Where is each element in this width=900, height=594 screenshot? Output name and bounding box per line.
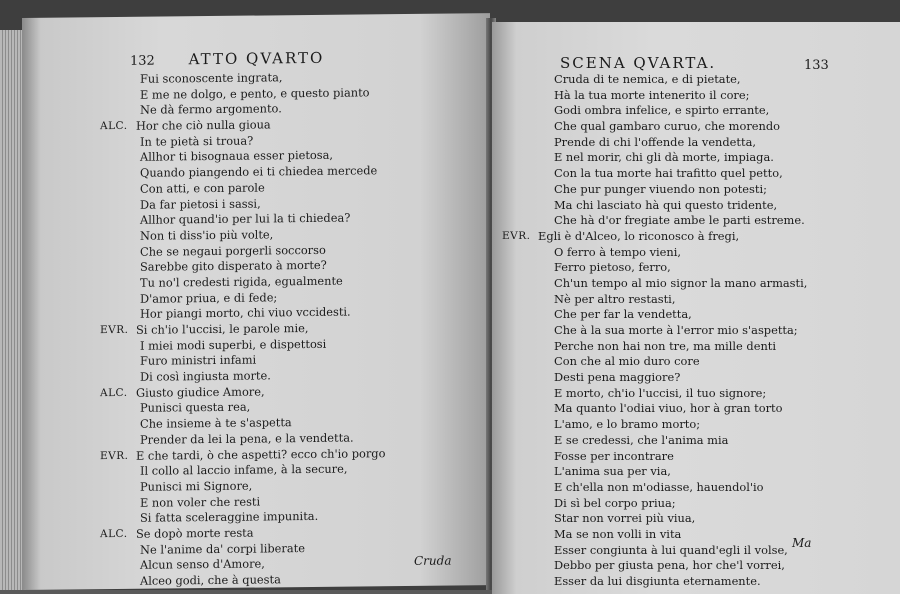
verse-text: E nel morir, chi gli dà morte, impiaga. bbox=[554, 150, 774, 165]
verse-text: Cruda di te nemica, e di pietate, bbox=[554, 72, 741, 86]
verse-text: Godi ombra infelice, e spirto errante, bbox=[554, 103, 770, 118]
verse-text: Che hà d'or fregiate ambe le parti estreme. bbox=[554, 213, 805, 228]
verse-text: Che qual gambaro curuo, che morendo bbox=[554, 119, 780, 134]
verse-text: Che à la sua morte à l'error mio s'aspetta; bbox=[554, 323, 798, 337]
speaker-label: ALC. bbox=[100, 119, 128, 133]
verse-text: L'anima sua per via, bbox=[554, 464, 671, 479]
verse-text: Quando piangendo ei ti chiedea mercede bbox=[140, 163, 378, 180]
verse-text: Che se negaui porgerli soccorso bbox=[140, 242, 326, 259]
verse-text: Allhor quand'io per lui la ti chiedea? bbox=[140, 210, 351, 227]
verse-text: Ma quanto l'odiai viuo, hor à gran torto bbox=[554, 401, 783, 416]
verse-text: Con che al mio duro core bbox=[554, 354, 700, 369]
verse-text: Furo ministri infami bbox=[140, 352, 257, 369]
verse-text: Punisci mi Signore, bbox=[140, 478, 253, 494]
verse-text: Di così ingiusta morte. bbox=[140, 368, 271, 384]
verse-text: E ch'ella non m'odiasse, hauendol'io bbox=[554, 479, 764, 494]
verse-text: E non voler che resti bbox=[140, 494, 261, 510]
speaker-label: ALC. bbox=[100, 386, 128, 399]
verse-text: Ferro pietoso, ferro, bbox=[554, 260, 671, 275]
verse-text: Da far pietosi i sassi, bbox=[140, 196, 261, 212]
verse-text: Punisci questa rea, bbox=[140, 400, 251, 416]
verse-text: Alcun senso d'Amore, bbox=[140, 556, 265, 573]
verse-text: E se credessi, che l'anima mia bbox=[554, 432, 729, 447]
verse-text: Ne l'anime da' corpi liberate bbox=[140, 540, 305, 557]
verse-text: E che tardi, ò che aspetti? ecco ch'io porgo bbox=[136, 445, 386, 463]
verse-text: Il collo al laccio infame, à la secure, bbox=[140, 461, 348, 478]
verse-text: In te pietà si troua? bbox=[140, 133, 254, 149]
verse-text: Debbo per giusta pena, hor che'l vorrei, bbox=[554, 558, 785, 573]
speaker-label: EVR. bbox=[100, 323, 129, 337]
verse-text: Ma chi lasciato hà qui questo tridente, bbox=[554, 197, 778, 212]
verse-text: Nè per altro restasti, bbox=[554, 291, 676, 306]
verse-text: Hà la tua morte intenerito il core; bbox=[554, 87, 750, 102]
verse-text: I miei modi superbi, e dispettosi bbox=[140, 336, 327, 353]
verse-text: E me ne dolgo, e pento, e questo pianto bbox=[140, 85, 370, 102]
verse-text: Esser congiunta à lui quand'egli il volse, bbox=[554, 542, 788, 557]
left-page-number: 132 bbox=[130, 53, 155, 69]
verse-text: Fui sconoscente ingrata, bbox=[140, 70, 283, 86]
verse-text: Con atti, e con parole bbox=[140, 180, 265, 196]
verse-text: Allhor ti bisognaua esser pietosa, bbox=[140, 148, 334, 165]
verse-text: Che per far la vendetta, bbox=[554, 307, 692, 322]
verse-text: Egli è d'Alceo, lo riconosco à fregi, bbox=[538, 228, 740, 243]
verse-text: Si fatta sceleraggine impunita. bbox=[140, 509, 319, 526]
verse-text: Di sì bel corpo priua; bbox=[554, 495, 676, 510]
left-catchword: Cruda bbox=[414, 553, 452, 568]
verse-text: Star non vorrei più viua, bbox=[554, 511, 696, 526]
verse-text: Giusto giudice Amore, bbox=[136, 384, 265, 400]
right-page-number: 133 bbox=[804, 58, 829, 73]
verse-text: Perche non hai non tre, ma mille denti bbox=[554, 338, 777, 353]
verse-text: Hor che ciò nulla gioua bbox=[136, 117, 271, 133]
speaker-label: EVR. bbox=[100, 449, 129, 462]
verse-text: Hor piangi morto, chi viuo vccidesti. bbox=[140, 304, 351, 322]
right-catchword: Ma bbox=[792, 536, 812, 550]
verse-text: Esser da lui disgiunta eternamente. bbox=[554, 574, 761, 588]
right-header bbox=[560, 54, 716, 72]
verse-text: Prende di chi l'offende la vendetta, bbox=[554, 134, 756, 149]
verse-text: Con la tua morte hai trafitto quel petto, bbox=[554, 166, 783, 181]
verse-text: Ne dà fermo argomento. bbox=[140, 101, 282, 118]
verse-text: Desti pena maggiore? bbox=[554, 370, 681, 385]
left-header bbox=[130, 49, 324, 69]
verse-text: Prender da lei la pena, e la vendetta. bbox=[140, 430, 354, 447]
verse-text: Non ti diss'io più volte, bbox=[140, 227, 274, 243]
speaker-label: ALC. bbox=[100, 527, 128, 541]
verse-text: Fosse per incontrare bbox=[554, 448, 674, 463]
right-header-title: SCENA QVARTA. bbox=[560, 54, 717, 72]
verse-text: Se dopò morte resta bbox=[136, 525, 254, 541]
verse-text: Si ch'io l'uccisi, le parole mie, bbox=[136, 320, 309, 337]
verse-text: Sarebbe gito disperato à morte? bbox=[140, 258, 327, 275]
verse-text: L'amo, e lo bramo morto; bbox=[554, 417, 701, 432]
verse-text: Che insieme à te s'aspetta bbox=[140, 415, 292, 431]
verse-text: E morto, ch'io l'uccisi, il tuo signore; bbox=[554, 385, 767, 400]
verse-text: Che pur punger viuendo non potesti; bbox=[554, 181, 767, 196]
verse-text: Ch'un tempo al mio signor la mano armasti, bbox=[554, 275, 808, 290]
right-page bbox=[492, 22, 900, 594]
verse-text: D'amor priua, e di fede; bbox=[140, 289, 278, 306]
verse-text: Tu no'l credesti rigida, egualmente bbox=[140, 273, 343, 290]
verse-text: O ferro à tempo vieni, bbox=[554, 244, 682, 259]
left-page bbox=[22, 13, 490, 590]
speaker-label: EVR. bbox=[502, 229, 531, 242]
verse-text: Alceo godi, che à questa bbox=[140, 572, 281, 588]
verse-text: Ma se non volli in vita bbox=[554, 526, 682, 541]
left-header-title: ATTO QVARTO bbox=[188, 48, 325, 69]
